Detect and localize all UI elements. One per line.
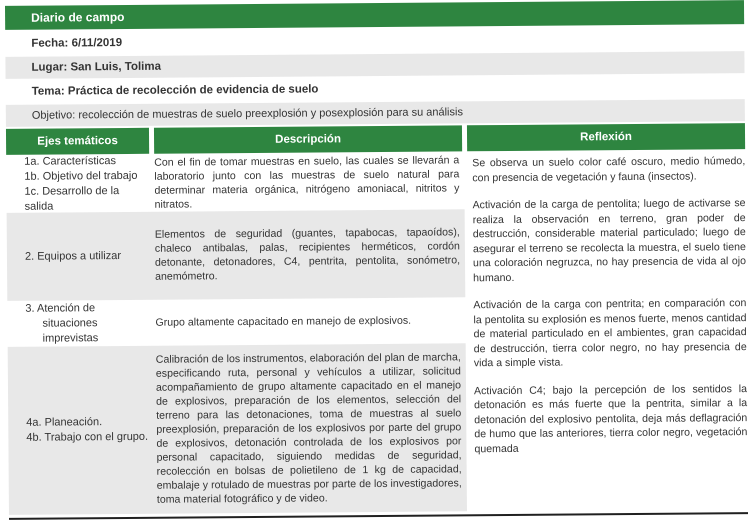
- eje-item: 3. Atención de situaciones imprevistas: [25, 301, 99, 345]
- meta-row-lugar: [5, 51, 744, 79]
- lugar-text: Lugar: San Luis, Tolima: [31, 60, 162, 74]
- eje-item: 4a. Planeación.: [26, 416, 103, 429]
- header-cell-ejes-tematicos: Ejes temáticos: [6, 128, 149, 155]
- title-bar: [5, 0, 744, 30]
- objetivo-text: Objetivo: recolección de muestras de suelo preexplosión y posexplosión para su análisis: [31, 106, 463, 122]
- header-cell-reflexion: Reflexión: [467, 123, 745, 151]
- eje-cell-3: [7, 300, 155, 346]
- reflexion-paragraph-2: Activación de la carga de pentolita; luego de activarse se realiza la observación en terreno, gran poder de destrucción, considerable material particulado; luego de asegurar el terreno se recolecta la muestra, el suelo tiene una coloración negruzca, no hay presencia de vida al ojo humano.: [472, 197, 747, 284]
- header-cell-descripcion: Descripción: [154, 125, 462, 153]
- document-title: Diario de campo: [31, 9, 125, 25]
- ejes-descripcion-columns: [6, 151, 467, 515]
- eje-cell-2: [7, 248, 155, 264]
- table-row-2: [7, 209, 466, 301]
- scanned-sheet: [5, 0, 748, 520]
- descripcion-cell-1: Con el fin de tomar muestras en suelo, las cuales se llevarán a laboratorio junto con las muestras de suelo natural para determinar materia orgánica, nitrógeno amoniacal, nitritos y nitratos.: [154, 154, 460, 211]
- eje-item: 2. Equipos a utilizar: [24, 249, 122, 263]
- table-row-3: [7, 297, 465, 347]
- eje-cell-1: [6, 154, 154, 215]
- table-row-1: [6, 151, 464, 213]
- eje-item: 4b. Trabajo con el grupo.: [26, 430, 149, 444]
- eje-cell-4: [8, 415, 156, 446]
- meta-row-fecha: [5, 27, 744, 55]
- descripcion-cell-3: Grupo altamente capacitado en manejo de explosivos.: [155, 314, 412, 329]
- fecha-text: Fecha: 6/11/2019: [31, 36, 123, 50]
- reflexion-paragraph-3: Activación de la carga con pentrita; en comparación con la pentolita su explosión es menos fuerte, menos cantidad de material particulado en el ambientes, gran capacidad de destrucción, tierra color negro, no hay presencia de vida a simple vista.: [473, 297, 747, 370]
- descripcion-cell-2: Elementos de seguridad (guantes, tapabocas, tapaoídos), chaleco antibalas, palas, recipientes herméticos, cordón detonante, detonadores, C4, pentrita, pentolita, sonómetro, anemómetro.: [154, 226, 461, 283]
- table-body: [6, 149, 748, 515]
- reflexion-paragraph-4: Activación C4; bajo la percepción de los sentidos la detonación es más fuerte que la pentrita, similar a la detonación del explosivo pentolita, deja más deflagración de humo que las anteriores, tierra color negro, vegetación quemada: [473, 382, 748, 455]
- reflexion-paragraph-1: Se observa un suelo color café oscuro, medio húmedo, con presencia de vegetación y fauna (insectos).: [472, 155, 746, 184]
- table-row-4: [8, 343, 467, 515]
- reflexion-column: [472, 149, 748, 511]
- eje-item: 1c. Desarrollo de la salida: [24, 185, 120, 213]
- descripcion-cell-4: Calibración de los instrumentos, elaboración del plan de marcha, especificando ruta, personal y vehículos a utilizar, solicitud acompañamiento de grupo altamente capacitado en el manejo de explosivos, preparación de los elementos, selección del terreno para las detonaciones, toma de muestras al suelo preexplosión, preparación de los explosivos por parte del grupo de explosivos, detonación controlada de los explosivos por personal capacitado, siguiendo medidas de seguridad, recolección en bolsas de polietileno de 1 kg de capacidad, embalaje y rotulado de muestras por parte de los investigadores, toma material fotográfico y de video.: [155, 351, 462, 506]
- meta-row-tema: [6, 75, 745, 103]
- eje-item: 1a. Características: [24, 155, 116, 168]
- eje-item: 1b. Objetivo del trabajo: [24, 169, 138, 183]
- meta-row-objetivo: [6, 99, 745, 127]
- tema-text: Tema: Práctica de recolección de evidencia de suelo: [31, 83, 319, 98]
